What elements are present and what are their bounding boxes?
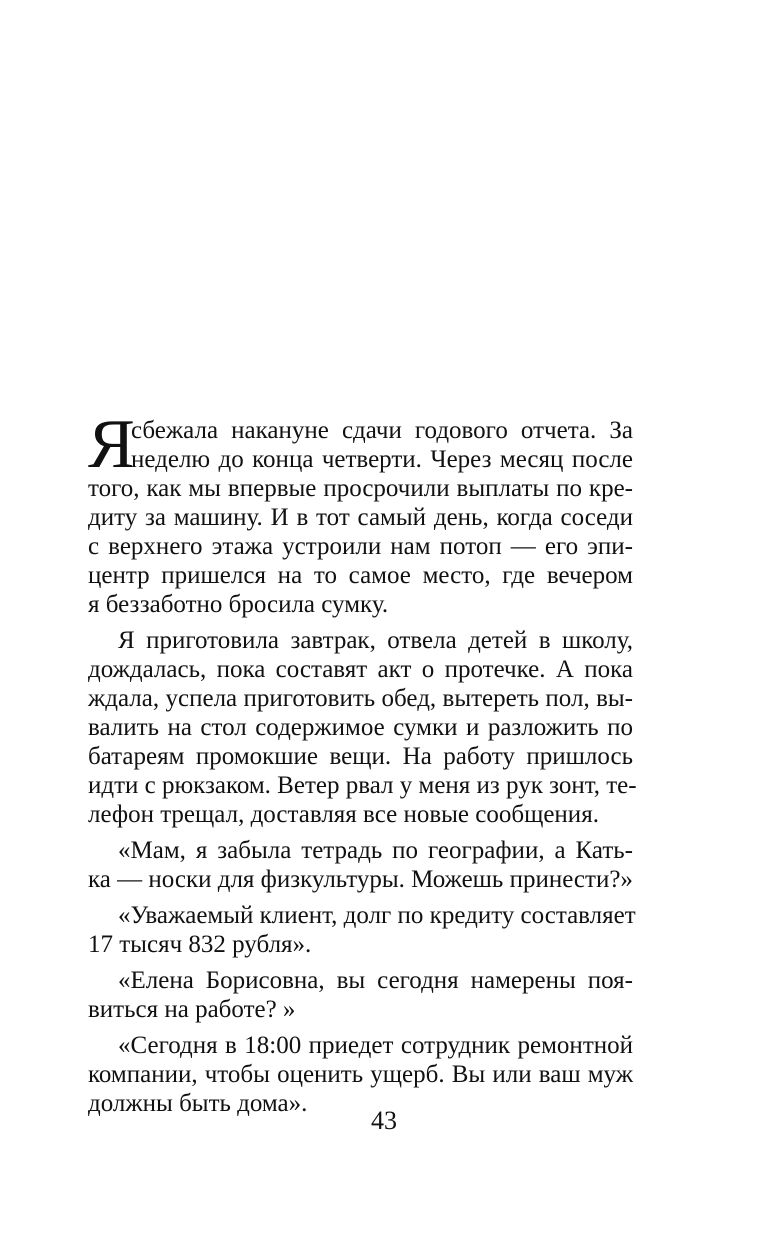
paragraph-3 [88,836,633,894]
text-line: валить на стол содержимое сумки и разложить по [88,714,633,741]
text-line: лефон трещал, доставляя все новые сообщения. [88,801,599,828]
page-number: 43 [371,1106,397,1135]
text-line: того, как мы впервые просрочили выплаты по кре- [88,475,633,502]
paragraph-2 [88,626,637,829]
text-line: виться на работе? » [88,996,296,1023]
text-line: 17 тысяч 832 рубля». [88,931,312,958]
drop-cap: Я [88,406,135,483]
body-text [88,406,637,1125]
text-line: «Мам, я забыла тетрадь по географии, а Кать- [118,837,633,864]
text-line: ждала, успела приготовить обед, вытереть пол, вы- [88,685,633,712]
paragraph-1 [88,406,633,619]
text-line: батареям промокшие вещи. На работу пришлось [88,743,633,770]
text-line: «Уважаемый клиент, долг по кредиту составляет [118,902,636,929]
text-line: «Сегодня в 18:00 приедет сотрудник ремонтной [118,1032,633,1059]
text-line: я беззаботно бросила сумку. [88,591,389,618]
paragraph-4 [88,901,636,959]
text-line: с верхнего этажа устроили нам потоп — его эпи- [88,533,633,560]
text-line: дождалась, пока составят акт о протечке. А пока [88,656,633,683]
text-line: сбежала накануне сдачи годового отчета. За [131,417,633,444]
text-line: центр пришелся на то самое место, где вечером [88,562,633,589]
text-line: ка — носки для физкультуры. Можешь принести?» [88,866,633,893]
paragraph-5 [88,966,633,1024]
text-line: Я приготовила завтрак, отвела детей в школу, [118,627,633,654]
text-line: «Елена Борисовна, вы сегодня намерены поя- [118,967,633,994]
text-line: неделю до конца четверти. Через месяц после [131,446,633,473]
text-line: компании, чтобы оценить ущерб. Вы или ваш муж [88,1061,633,1088]
text-line: идти с рюкзаком. Ветер рвал у меня из рук зонт, те- [88,772,637,799]
text-line: диту за машину. И в тот самый день, когда соседи [88,504,633,531]
text-line: должны быть дома». [88,1090,308,1117]
paragraph-6 [88,1031,633,1118]
